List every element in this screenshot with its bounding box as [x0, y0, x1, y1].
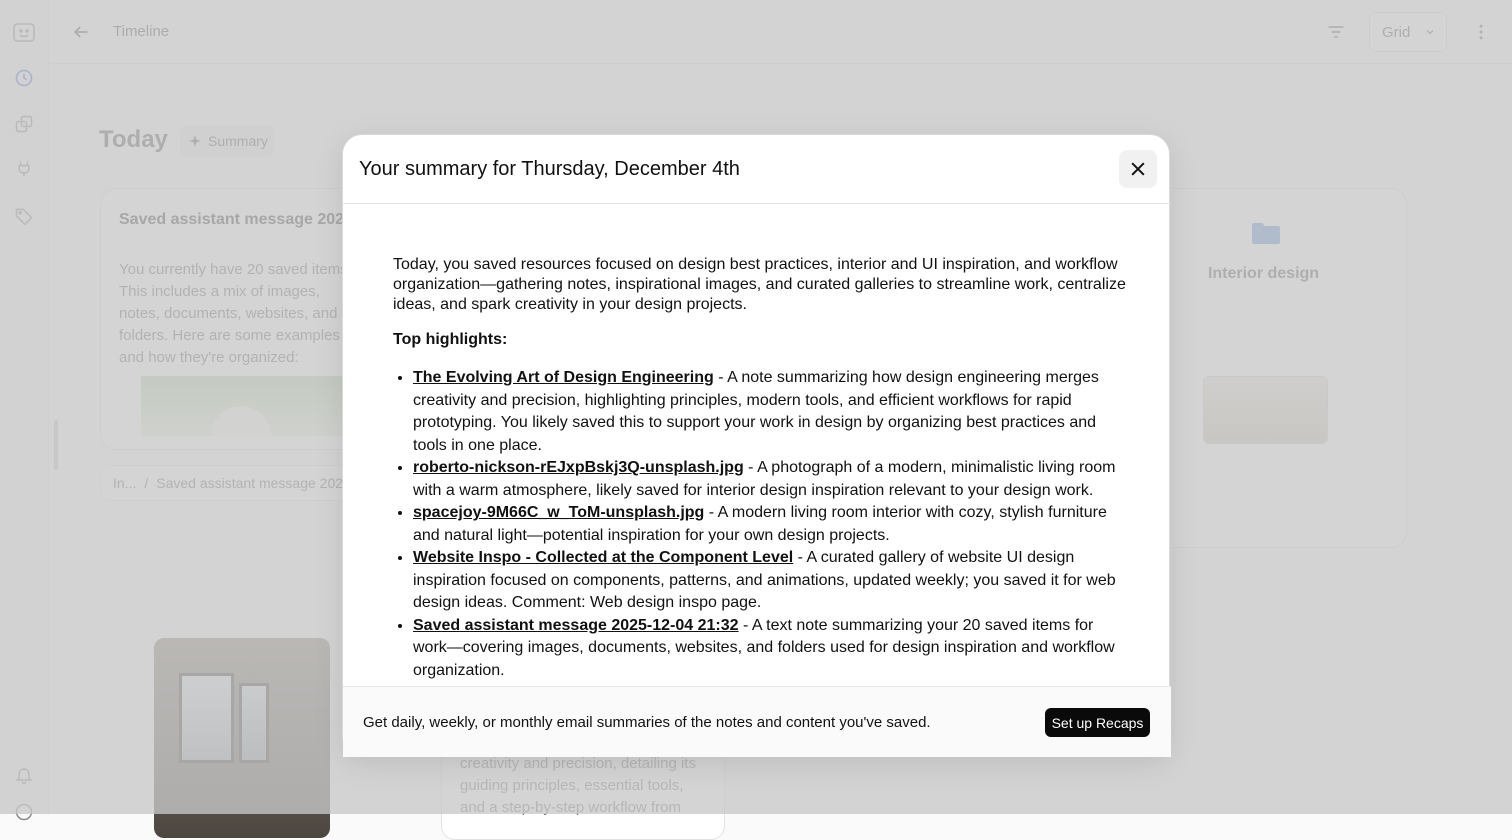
list-item — [413, 547, 1128, 615]
dialog-footer — [343, 686, 1171, 757]
summary-intro: Today, you saved resources focused on design best practices, interior and UI inspiration, and workflow organization—gathering notes, inspirational images, and curated galleries to streamline work, centralize ideas, and spark creativity in your design projects. — [393, 256, 1126, 313]
highlight-desc: - A modern living room interior with cozy, stylish furniture and natural light—potential inspiration for your own design projects. — [413, 504, 1107, 544]
highlights-list — [393, 367, 1128, 682]
highlight-desc: - A note summarizing how design engineering merges creativity and precision, highlighting principles, modern tools, and efficient workflows for rapid prototyping. You likely saved this to support your work in design by organizing best practices and tools in one place. — [413, 369, 1099, 454]
recaps-promo-text: Get daily, weekly, or monthly email summaries of the notes and content you've saved. — [363, 714, 931, 731]
highlights-heading: Top highlights: — [393, 331, 508, 348]
list-item — [413, 502, 1128, 547]
close-button[interactable] — [1119, 150, 1157, 188]
highlight-desc: - A photograph of a modern, minimalistic living room with a warm atmosphere, likely saved for interior design inspiration relevant to your design work. — [413, 459, 1116, 499]
list-item — [413, 367, 1128, 457]
list-item — [413, 457, 1128, 502]
dialog-title: Your summary for Thursday, December 4th — [359, 158, 740, 180]
highlight-link[interactable]: Website Inspo - Collected at the Component Level — [413, 549, 794, 566]
summary-dialog — [342, 134, 1170, 756]
highlight-desc: - A curated gallery of website UI design inspiration focused on components, patterns, and animations, updated weekly; you saved it for web design ideas. Comment: Web design inspo page. — [413, 549, 1116, 611]
highlight-link[interactable]: Saved assistant message 2025-12-04 21:32 — [413, 616, 739, 634]
close-icon — [1128, 159, 1148, 179]
highlight-link[interactable]: spacejoy-9M66C_w_ToM-unsplash.jpg — [413, 504, 705, 521]
list-item — [413, 615, 1128, 683]
highlight-desc: - A text note summarizing your 20 saved items for work—covering images, documents, websites, and folders used for design inspiration and workflow organization. — [413, 616, 1115, 679]
highlight-link[interactable]: The Evolving Art of Design Engineering — [413, 369, 714, 386]
dialog-header — [343, 135, 1171, 204]
dialog-body[interactable] — [343, 205, 1171, 686]
highlight-link[interactable]: roberto-nickson-rEJxpBskj3Q-unsplash.jpg — [413, 459, 744, 476]
setup-recaps-button[interactable]: Set up Recaps — [1045, 708, 1150, 737]
